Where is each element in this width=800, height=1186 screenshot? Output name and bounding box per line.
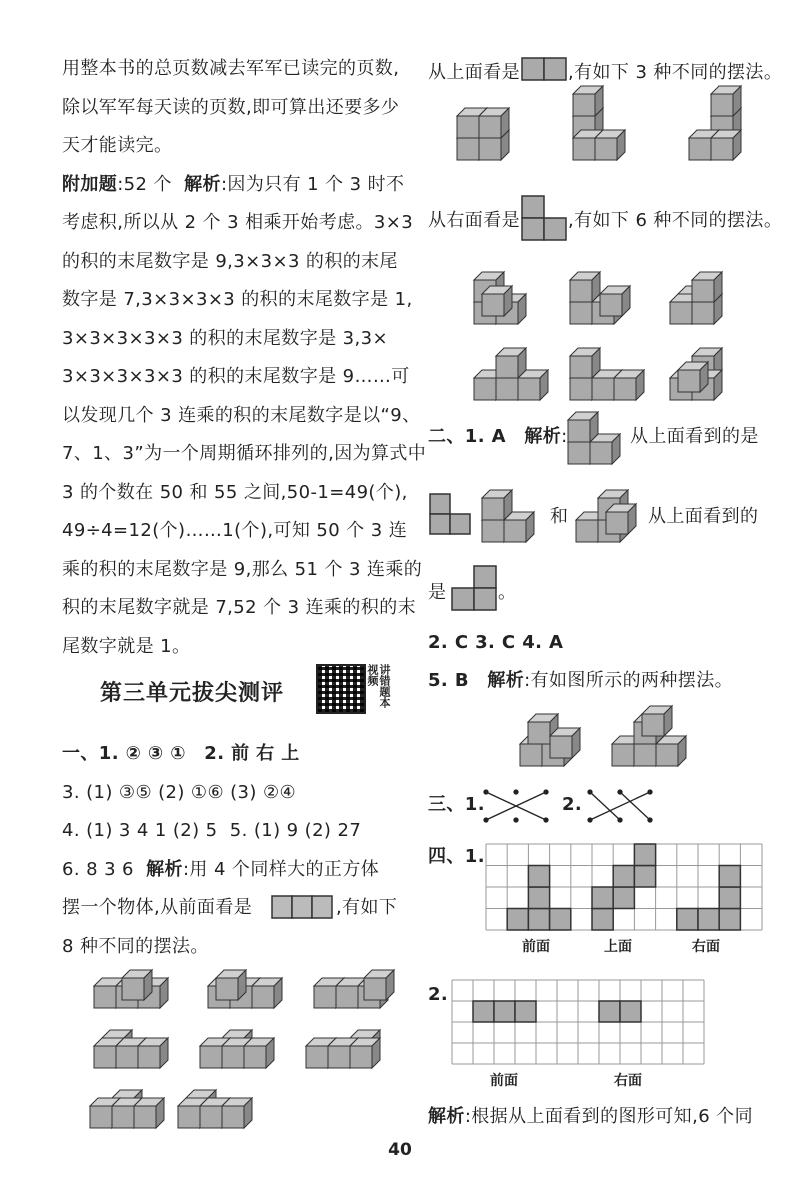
cube-arrangements-8 <box>90 968 410 1138</box>
page-number: 40 <box>388 1140 412 1160</box>
s3-q1: 三、1. <box>428 794 485 815</box>
text-line: 3×3×3×3×3 的积的末尾数字是 3,3× <box>62 327 388 349</box>
text-line: 3 的个数在 50 和 55 之间,50-1=49(个), <box>62 481 408 503</box>
text-line: 考虑积,所以从 2 个 3 相乘开始考虑。3×3 <box>62 212 414 233</box>
two-arrangements <box>520 702 720 772</box>
right-arrangements-6 <box>474 262 754 402</box>
text-line: 从右面看是 <box>428 210 520 231</box>
top-arrangements-3 <box>455 102 755 192</box>
arrangement <box>200 1030 274 1068</box>
analysis-label: 解析 <box>524 426 562 447</box>
analysis-label: 解析 <box>184 173 221 195</box>
arrangement <box>178 1090 252 1128</box>
s1-q5: 5. (1) 9 (2) 27 <box>229 820 362 841</box>
bonus-answer: :52 个 <box>117 173 172 195</box>
caption-front: 前面 <box>490 1073 518 1089</box>
s4-q1: 四、1. <box>428 846 485 867</box>
arrangement <box>90 1090 164 1128</box>
arrangement <box>94 1030 168 1068</box>
top-view-result <box>452 566 498 610</box>
answer-line <box>62 735 300 774</box>
text-line: 从上面看到的是 <box>630 426 759 447</box>
text-line: ,有如下 <box>336 897 398 918</box>
text-line: 从上面看是 <box>428 62 520 83</box>
bonus-label: 附加题 <box>62 173 118 195</box>
caption-right: 右面 <box>614 1073 642 1089</box>
text-line: 3×3×3×3×3 的积的末尾数字是 9……可 <box>62 366 410 387</box>
qr-caption: 讲错题本视频 <box>366 664 391 708</box>
s2-q2-4: 2. C 3. C 4. A <box>428 632 564 653</box>
text-line: :有如图所示的两种摆法。 <box>524 670 734 691</box>
s3-q2: 2. <box>562 794 583 815</box>
final-analysis-line <box>428 1098 753 1137</box>
s1-q2: 2. 前 右 上 <box>204 743 300 764</box>
right-view-shape <box>522 196 566 240</box>
text-line: 。 <box>498 582 517 603</box>
s1-q4: 4. (1) 3 4 1 (2) 5 <box>62 820 218 841</box>
cube-figure <box>568 414 618 464</box>
unit-title: 第三单元拔尖测评 <box>100 681 285 706</box>
text-line: 7、1、3”为一个周期循环排列的,因为算式中 <box>62 443 427 464</box>
text-line: :因为只有 1 个 3 时不 <box>220 173 405 195</box>
text-line: 从上面看到的 <box>648 506 759 527</box>
and-word: 和 <box>550 506 569 527</box>
caption-top: 上面 <box>604 939 632 955</box>
left-column <box>62 50 427 666</box>
arrangement <box>94 970 168 1008</box>
arrangement <box>208 970 282 1008</box>
caption-right: 右面 <box>692 939 720 955</box>
text-line: 用整本书的总页数减去军军已读完的页数, <box>62 58 400 79</box>
answer-line <box>62 851 379 890</box>
text-line: :用 4 个同样大的正方体 <box>182 859 380 880</box>
text-line: 的积的末尾数字是 9,3×3×3 的积的末尾 <box>62 250 398 272</box>
analysis-label: 解析 <box>428 1106 465 1127</box>
text-line: 是 <box>428 582 447 603</box>
text-line: 数字是 7,3×3×3×3 的积的末尾数字是 1, <box>62 289 413 310</box>
text-line: 积的末尾数字就是 7,52 个 3 连乘的积的末 <box>62 597 417 618</box>
matching-lines-2 <box>588 790 652 822</box>
text-line: ,有如下 6 种不同的摆法。 <box>568 210 783 231</box>
text-line: 以发现几个 3 连乘的积的末尾数字是以“9、 <box>62 404 421 426</box>
s4-q2: 2. <box>428 984 449 1005</box>
arrangement <box>314 970 394 1008</box>
matching-lines-1 <box>484 790 548 822</box>
grid-answer-1 <box>486 844 762 930</box>
s1-q3: 3. (1) ③⑤ (2) ①⑥ (3) ②④ <box>62 782 297 803</box>
s1-q1: 一、1. ② ③ ① <box>62 743 186 764</box>
text-line: 49÷4=12(个)……1(个),可知 50 个 3 连 <box>62 520 408 541</box>
analysis-label: 解析 <box>487 670 525 691</box>
answer-line <box>428 418 568 457</box>
text-line: 天才能读完。 <box>62 135 173 156</box>
grid-answer-2 <box>452 980 704 1064</box>
bonus-line <box>62 166 412 205</box>
top-view-shape <box>522 58 566 80</box>
answer-line <box>62 812 361 851</box>
s1-q6: 6. 8 3 6 <box>62 859 134 880</box>
caption-front: 前面 <box>522 939 550 955</box>
text-line: 乘的积的末尾数字是 9,那么 51 个 3 连乘的 <box>62 558 423 580</box>
text-line: : <box>561 426 568 447</box>
text-line: 8 种不同的摆法。 <box>62 936 209 957</box>
text-line: 摆一个物体,从前面看是 <box>62 897 253 918</box>
text-line: ,有如下 3 种不同的摆法。 <box>568 62 783 83</box>
arrangement <box>306 1030 380 1068</box>
s2-q5: 5. B <box>428 670 469 691</box>
text-line: :根据从上面看到的图形可知,6 个同 <box>464 1106 753 1127</box>
answer-line <box>428 662 733 701</box>
front-view-shape <box>272 896 332 918</box>
analysis-label: 解析 <box>146 859 183 880</box>
text-line: 尾数字就是 1。 <box>62 635 191 657</box>
qr-code-icon[interactable] <box>316 664 366 714</box>
view-figures-row <box>430 488 630 548</box>
text-line: 除以军军每天读的页数,即可算出还要多少 <box>62 96 400 118</box>
s2-q1: 二、1. A <box>428 426 506 447</box>
